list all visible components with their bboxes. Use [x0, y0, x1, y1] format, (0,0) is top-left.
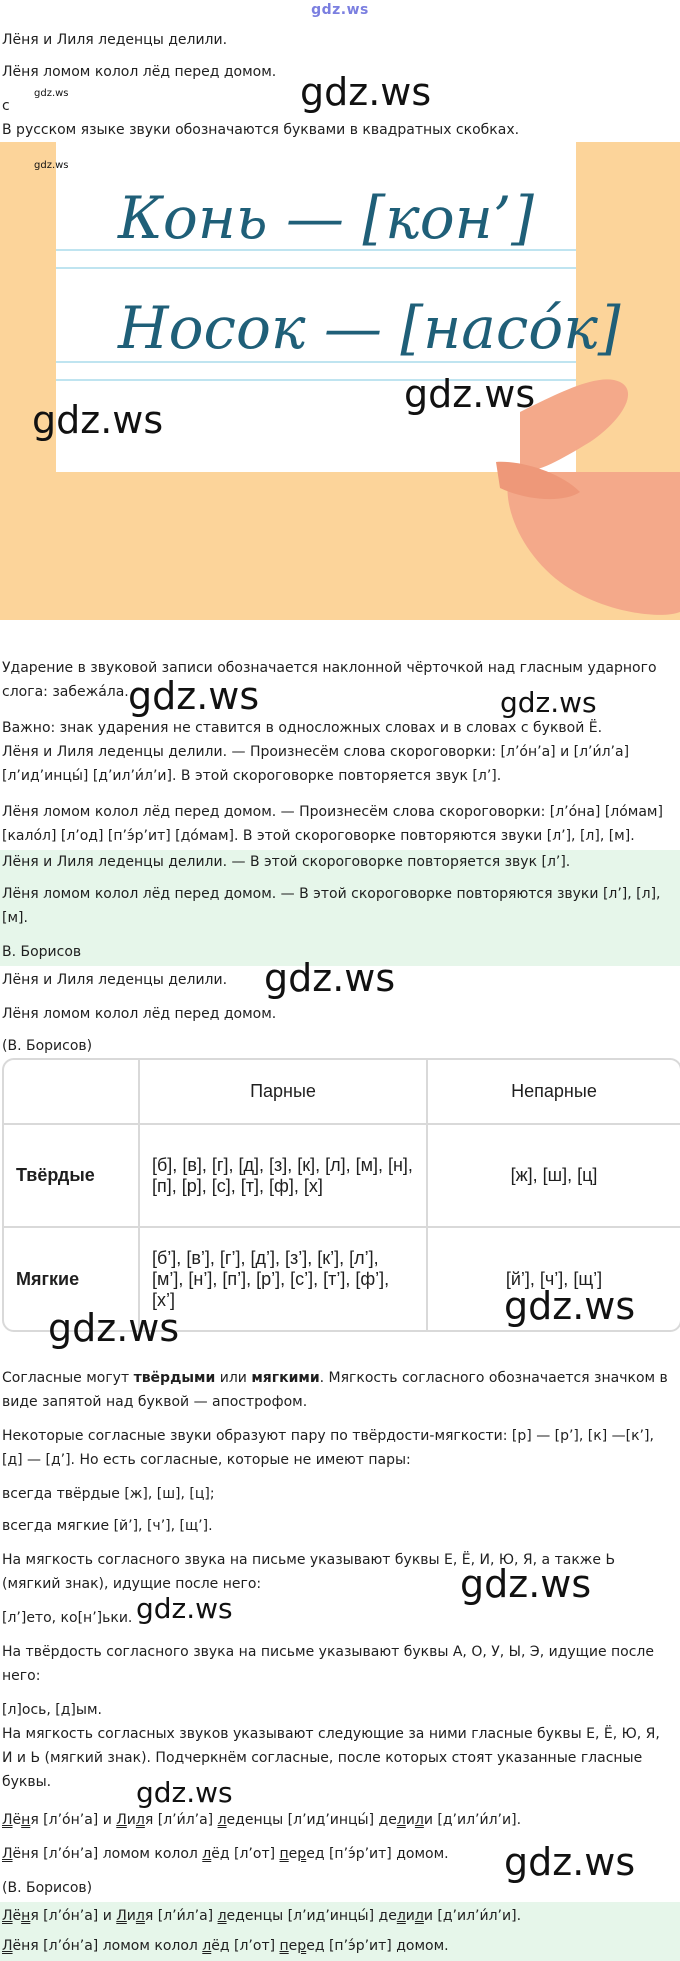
- letter: и: [405, 1812, 415, 1828]
- watermark: gdz.ws: [34, 88, 69, 99]
- consonant-mark: Л: [2, 1846, 13, 1862]
- letter: е: [306, 1938, 315, 1954]
- consonant-mark: л: [202, 1846, 212, 1862]
- letter: ё: [12, 1908, 22, 1924]
- letter: я: [30, 1812, 39, 1828]
- consonant-mark: н: [21, 1908, 31, 1924]
- consonant-mark: Л: [116, 1908, 127, 1924]
- illustration-svg: [0, 142, 680, 620]
- consonant-mark: н: [21, 1812, 31, 1828]
- text-line: (В. Борисов): [2, 1038, 93, 1054]
- paragraph: На твёрдость согласного звука на письме указывают буквы А, О, У, Ы, Э, идущие после него:: [2, 1644, 654, 1684]
- text-line: всегда мягкие [й’], [ч’], [щ’].: [2, 1518, 213, 1534]
- watermark: gdz.ws: [300, 70, 432, 114]
- letter: е: [244, 1812, 254, 1828]
- watermark: gdz.ws: [48, 1306, 180, 1350]
- paragraph: На мягкость согласного звука на письме указывают буквы Е, Ё, И, Ю, Я, а также Ь (мягкий знак), идущие после него:: [2, 1552, 616, 1592]
- paragraph-part: или: [215, 1370, 252, 1386]
- watermark: gdz.ws: [264, 956, 396, 1000]
- watermark: gdz.ws: [500, 686, 597, 719]
- letter: д: [314, 1938, 325, 1954]
- letter: ё: [211, 1846, 220, 1862]
- paragraph: На мягкость согласных звуков указывают следующие за ними гласные буквы Е, Ё, Ю, Я, И и Ь (мягкий знак). Подчеркнём согласные, после которых стоят указанные гласные буквы.: [2, 1726, 660, 1790]
- letter: и: [423, 1812, 433, 1828]
- watermark: gdz.ws: [32, 398, 164, 442]
- watermark: gdz.ws: [504, 1284, 636, 1328]
- consonant-mark: д: [235, 1908, 245, 1924]
- table-cell-hard-paired: [б], [в], [г], [д], [з], [к], [л], [м], [н], [п], [р], [с], [т], [ф], [х]: [139, 1124, 427, 1227]
- letter: нцы: [253, 1908, 284, 1924]
- paragraph: [2, 1366, 674, 1414]
- paragraph: Ударение в звуковой записи обозначается наклонной чёрточкой над гласным ударного слога: забежа́ла.: [2, 660, 657, 700]
- answer-author: В. Борисов: [2, 944, 82, 960]
- table-cell-hard-unpaired: [ж], [ш], [ц]: [427, 1124, 680, 1227]
- consonant-mark: п: [279, 1846, 289, 1862]
- letter: я: [144, 1812, 154, 1828]
- watermark: gdz.ws: [34, 160, 69, 171]
- transcription: [л’о́н’а] ломом колол: [38, 1846, 203, 1862]
- transcription: [л’и́л’а]: [153, 1812, 218, 1828]
- consonant-mark: р: [297, 1846, 307, 1862]
- consonant-mark: д: [235, 1812, 245, 1828]
- text-line: [л]ось, [д]ым.: [2, 1702, 102, 1718]
- text-line: Лёня ломом колол лёд перед домом.: [2, 64, 277, 80]
- table-row-head-hard: Твёрдые: [4, 1124, 139, 1227]
- letter: и: [126, 1908, 136, 1924]
- transcription: [л’от]: [229, 1938, 280, 1954]
- text-line: В русском языке звуки обозначаются буквами в квадратных скобках.: [2, 122, 520, 138]
- underlined-sentence: [2, 1934, 674, 1958]
- consonant-mark: Л: [2, 1812, 13, 1828]
- letter: я: [30, 1908, 39, 1924]
- paragraph-part: Согласные могут: [2, 1370, 134, 1386]
- consonant-mark: Л: [2, 1908, 13, 1924]
- text-line: Лёня ломом колол лёд перед домом.: [2, 1006, 277, 1022]
- letter: е: [288, 1846, 298, 1862]
- letter: ё: [12, 1846, 22, 1862]
- consonant-mark: Л: [116, 1812, 127, 1828]
- letter: ё: [12, 1938, 22, 1954]
- letter: д: [314, 1846, 325, 1862]
- letter: ня: [21, 1938, 39, 1954]
- table-corner-cell: [4, 1060, 139, 1124]
- transcription: [п’э́р’ит] домом.: [324, 1938, 449, 1954]
- transcription: [л’ид’инцы́]: [283, 1812, 379, 1828]
- text-line: с: [2, 98, 10, 114]
- term-soft: мягкими: [251, 1370, 320, 1386]
- consonant-mark: Л: [2, 1938, 13, 1954]
- consonant-mark: д: [378, 1908, 389, 1924]
- underlined-sentence: [2, 1808, 674, 1832]
- paragraph: Важно: знак ударения не ставится в односложных словах и в словах с буквой Ё.: [2, 720, 603, 736]
- consonant-mark: р: [297, 1938, 307, 1954]
- paragraph-part: . Мягкость согласного обозначается значком в виде запятой над буквой — апострофом.: [2, 1370, 668, 1410]
- text-line: Лёня и Лиля леденцы делили.: [2, 972, 228, 988]
- letter: и: [405, 1908, 415, 1924]
- watermark: gdz.ws: [404, 372, 536, 416]
- transcription: [л’ид’инцы́]: [283, 1908, 379, 1924]
- watermark: gdz.ws: [460, 1562, 592, 1606]
- text-line: [л’]ето, ко[н’]ьки.: [2, 1610, 133, 1626]
- consonant-mark: л: [135, 1908, 145, 1924]
- letter: ня: [21, 1846, 39, 1862]
- text-line: всегда твёрдые [ж], [ш], [ц];: [2, 1486, 215, 1502]
- paragraph: Лёня и Лиля леденцы делили. — Произнесём слова скороговорки: [л’о́н’а] и [л’и́л’а] [л’ид’инцы́] [д’ил’и́л’и]. В этой скороговорке повторяется звук [л’].: [2, 744, 630, 784]
- transcription: [л’и́л’а]: [153, 1908, 218, 1924]
- letter: нцы: [253, 1812, 284, 1828]
- letter: д: [219, 1938, 230, 1954]
- transcription: [п’э́р’ит] домом.: [324, 1846, 449, 1862]
- consonant-mark: л: [414, 1812, 424, 1828]
- answer-line: Лёня ломом колол лёд перед домом. — В этой скороговорке повторяются звуки [л’], [л], [м].: [2, 886, 661, 926]
- consonant-mark: л: [202, 1938, 212, 1954]
- watermark: gdz.ws: [136, 1776, 233, 1809]
- table-row-head-soft: Мягкие: [4, 1227, 139, 1330]
- consonant-mark: л: [396, 1908, 406, 1924]
- transcription: [д’ил’и́л’и].: [432, 1812, 522, 1828]
- illustration: [0, 142, 680, 620]
- transcription: [л’от]: [229, 1846, 280, 1862]
- table-cell-soft-paired: [б’], [в’], [г’], [д’], [з’], [к’], [л’], [м’], [н’], [п’], [р’], [с’], [т’], [ф’], [х’]: [139, 1227, 427, 1330]
- underlined-sentence: [2, 1904, 674, 1928]
- paragraph: Лёня ломом колол лёд перед домом. — Произнесём слова скороговорки: [л’о́на] [ло́мам] [кало́л] [л’од] [п’э́р’ит] [до́мам]. В этой скороговорке повторяются звуки [л’], [л], [м].: [2, 804, 663, 844]
- watermark: gdz.ws: [504, 1840, 636, 1884]
- letter: и: [423, 1908, 433, 1924]
- letter: ё: [211, 1938, 220, 1954]
- illustration-word-1: Конь — [кон’]: [118, 184, 534, 252]
- consonant-mark: л: [135, 1812, 145, 1828]
- illustration-word-2: Носок — [насо́к]: [118, 294, 621, 362]
- paragraph: Некоторые согласные звуки образуют пару по твёрдости-мягкости: [р] — [р’], [к] —[к’], [д] — [д’]. Но есть согласные, которые не имеют пары:: [2, 1428, 654, 1468]
- transcription: [д’ил’и́л’и].: [432, 1908, 522, 1924]
- letter: е: [288, 1938, 298, 1954]
- letter: е: [226, 1908, 236, 1924]
- consonant-mark: л: [217, 1812, 227, 1828]
- letter: д: [219, 1846, 230, 1862]
- table-header-paired: Парные: [139, 1060, 427, 1124]
- transcription: [л’о́н’а] и: [38, 1908, 117, 1924]
- table-header-unpaired: Непарные: [427, 1060, 680, 1124]
- letter: е: [388, 1908, 397, 1924]
- letter: ё: [12, 1812, 22, 1828]
- consonant-mark: л: [414, 1908, 424, 1924]
- site-logo[interactable]: gdz.ws: [311, 2, 369, 18]
- watermark: gdz.ws: [128, 674, 260, 718]
- transcription: [л’о́н’а] и: [38, 1812, 117, 1828]
- consonant-mark: д: [378, 1812, 389, 1828]
- answer-line: Лёня и Лиля леденцы делили. — В этой скороговорке повторяется звук [л’].: [2, 854, 571, 870]
- term-hard: твёрдыми: [133, 1370, 216, 1386]
- watermark: gdz.ws: [136, 1592, 233, 1625]
- letter: е: [388, 1812, 397, 1828]
- table-cell-soft-unpaired: [й’], [ч’], [щ’]: [427, 1227, 680, 1330]
- text-line: (В. Борисов): [2, 1880, 93, 1896]
- letter: е: [306, 1846, 315, 1862]
- letter: я: [144, 1908, 154, 1924]
- consonant-mark: л: [396, 1812, 406, 1828]
- letter: и: [126, 1812, 136, 1828]
- letter: е: [226, 1812, 236, 1828]
- consonant-mark: п: [279, 1938, 289, 1954]
- transcription: [л’о́н’а] ломом колол: [38, 1938, 203, 1954]
- text-line: Лёня и Лиля леденцы делили.: [2, 32, 228, 48]
- consonant-mark: л: [217, 1908, 227, 1924]
- letter: е: [244, 1908, 254, 1924]
